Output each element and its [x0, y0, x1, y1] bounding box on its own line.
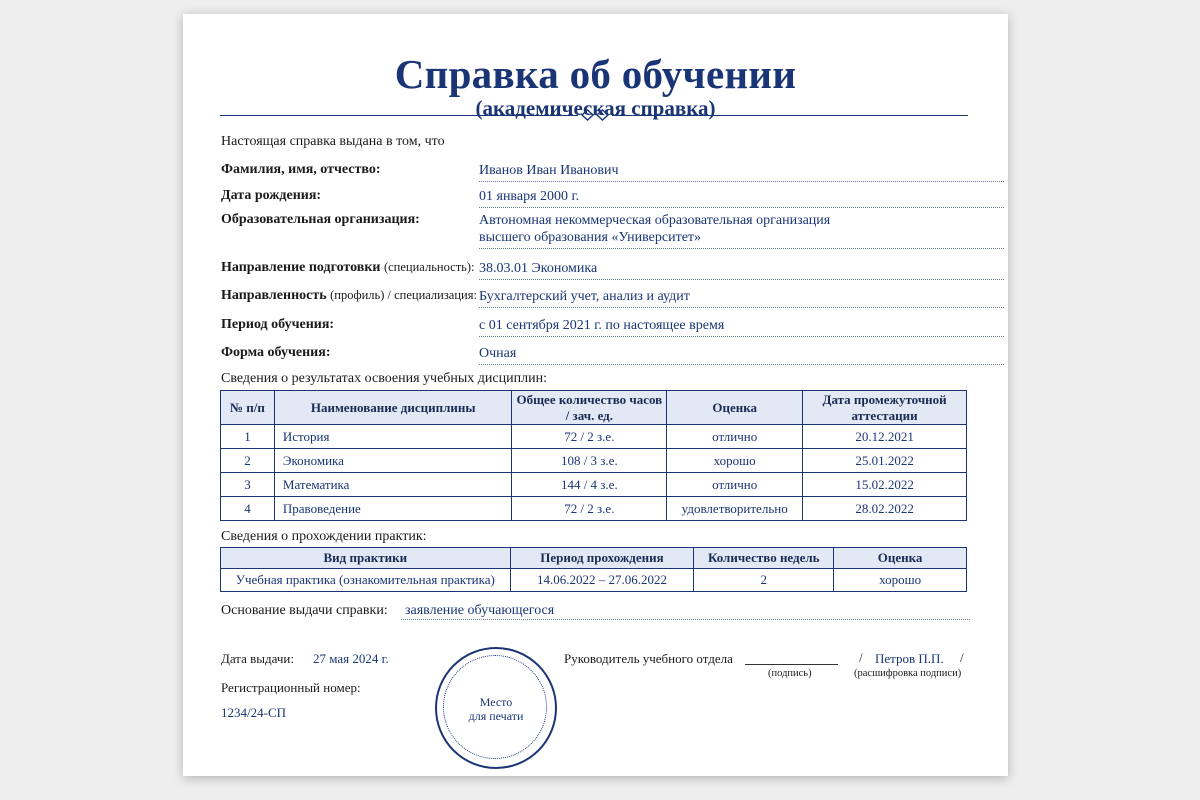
table-cell: 1: [221, 425, 275, 449]
practices-table: [220, 547, 967, 592]
table-cell: 25.01.2022: [803, 449, 967, 473]
field-value: 01 января 2000 г.: [479, 188, 1004, 208]
practices-section-title: Сведения о прохождении практик:: [221, 529, 427, 544]
table-cell: Учебная практика (ознакомительная практика): [221, 569, 511, 592]
stamp-text-line: Место: [479, 695, 513, 709]
signature-caption: (подпись): [768, 668, 812, 679]
field-birth-date: [221, 188, 966, 208]
document-sheet: [183, 14, 1008, 776]
field-value: Очная: [479, 345, 1004, 365]
table-cell: 144 / 4 з.е.: [512, 473, 667, 497]
field-label: Фамилия, имя, отчество:: [221, 162, 381, 177]
table-header-cell: Количество недель: [694, 548, 834, 569]
title-divider-right: [612, 115, 968, 116]
table-cell: Правоведение: [274, 497, 512, 521]
field-label-suffix: (профиль) / специализация:: [330, 288, 477, 302]
field-study-period: [221, 317, 966, 337]
table-cell: удовлетворительно: [667, 497, 803, 521]
field-value-line: Автономная некоммерческая образовательная организация: [479, 213, 831, 228]
field-organization: [221, 212, 966, 250]
table-cell: 72 / 2 з.е.: [512, 425, 667, 449]
table-cell: хорошо: [834, 569, 967, 592]
field-name: [221, 162, 966, 182]
field-value-line: высшего образования «Университет»: [479, 230, 702, 245]
document-title: Справка об обучении: [394, 51, 797, 97]
field-study-form: [221, 345, 966, 365]
field-label: Форма обучения:: [221, 345, 331, 360]
table-cell: 108 / 3 з.е.: [512, 449, 667, 473]
signature-role: Руководитель учебного отдела: [564, 651, 733, 666]
field-label: [221, 260, 475, 276]
document-subtitle: (академическая справка): [475, 96, 716, 120]
field-value: Бухгалтерский учет, анализ и аудит: [479, 288, 1004, 308]
table-header-cell: Дата промежуточной аттестации: [803, 391, 967, 425]
field-label-main: Направление подготовки: [221, 260, 381, 275]
table-row: [221, 449, 967, 473]
table-cell: Экономика: [274, 449, 512, 473]
table-header-cell: Наименование дисциплины: [274, 391, 512, 425]
signature-slash-left: /: [859, 650, 863, 665]
table-header-cell: Оценка: [834, 548, 967, 569]
stamp-text-line: для печати: [468, 709, 524, 723]
field-profile: [221, 288, 966, 308]
field-value: с 01 сентября 2021 г. по настоящее время: [479, 317, 1004, 337]
table-cell: 28.02.2022: [803, 497, 967, 521]
table-cell: Математика: [274, 473, 512, 497]
field-label: Период обучения:: [221, 317, 335, 332]
signature-name: Петров П.П.: [875, 651, 944, 666]
table-cell: 2: [221, 449, 275, 473]
table-cell: хорошо: [667, 449, 803, 473]
table-cell: 14.06.2022 – 27.06.2022: [510, 569, 694, 592]
table-header-cell: Вид практики: [221, 548, 511, 569]
table-header-row: [221, 391, 967, 425]
field-value: Иванов Иван Иванович: [479, 162, 1004, 182]
table-header-cell: Период прохождения: [510, 548, 694, 569]
table-row: [221, 497, 967, 521]
issue-date-value: 27 мая 2024 г.: [313, 651, 389, 666]
table-cell: 2: [694, 569, 834, 592]
field-label-suffix: (специальность):: [383, 260, 475, 274]
registration-label: Регистрационный номер:: [221, 680, 361, 695]
issue-date-label: Дата выдачи:: [221, 651, 295, 666]
signature-decode-caption: (расшифровка подписи): [854, 668, 962, 679]
table-cell: 4: [221, 497, 275, 521]
stamp-placeholder: [435, 647, 557, 769]
table-header-row: [221, 548, 967, 569]
field-label: Образовательная организация:: [221, 212, 420, 227]
field-label: [221, 288, 477, 304]
table-cell: 3: [221, 473, 275, 497]
field-direction: [221, 260, 966, 280]
signature-line: [745, 664, 838, 665]
basis-label: Основание выдачи справки:: [221, 603, 388, 618]
title-divider-left: [220, 115, 578, 116]
table-row: [221, 569, 967, 592]
table-row: [221, 425, 967, 449]
intro-text: Настоящая справка выдана в том, что: [221, 134, 445, 149]
table-header-cell: Общее количество часов / зач. ед.: [512, 391, 667, 425]
table-cell: отлично: [667, 425, 803, 449]
stamp-text: [437, 695, 555, 723]
table-cell: отлично: [667, 473, 803, 497]
signature-slash-right: /: [960, 650, 964, 665]
table-cell: 20.12.2021: [803, 425, 967, 449]
table-row: [221, 473, 967, 497]
registration-number: 1234/24-СП: [221, 705, 286, 720]
field-label-main: Направленность: [221, 288, 327, 303]
table-cell: 15.02.2022: [803, 473, 967, 497]
disciplines-section-title: Сведения о результатах освоения учебных дисциплин:: [221, 371, 547, 386]
field-value: [479, 212, 1004, 249]
basis-value: заявление обучающегося: [401, 603, 970, 620]
disciplines-table: [220, 390, 967, 521]
field-value: 38.03.01 Экономика: [479, 260, 1004, 280]
table-header-cell: № п/п: [221, 391, 275, 425]
field-label: Дата рождения:: [221, 188, 322, 203]
table-cell: История: [274, 425, 512, 449]
table-cell: 72 / 2 з.е.: [512, 497, 667, 521]
table-header-cell: Оценка: [667, 391, 803, 425]
ornament-icon: [580, 107, 610, 123]
